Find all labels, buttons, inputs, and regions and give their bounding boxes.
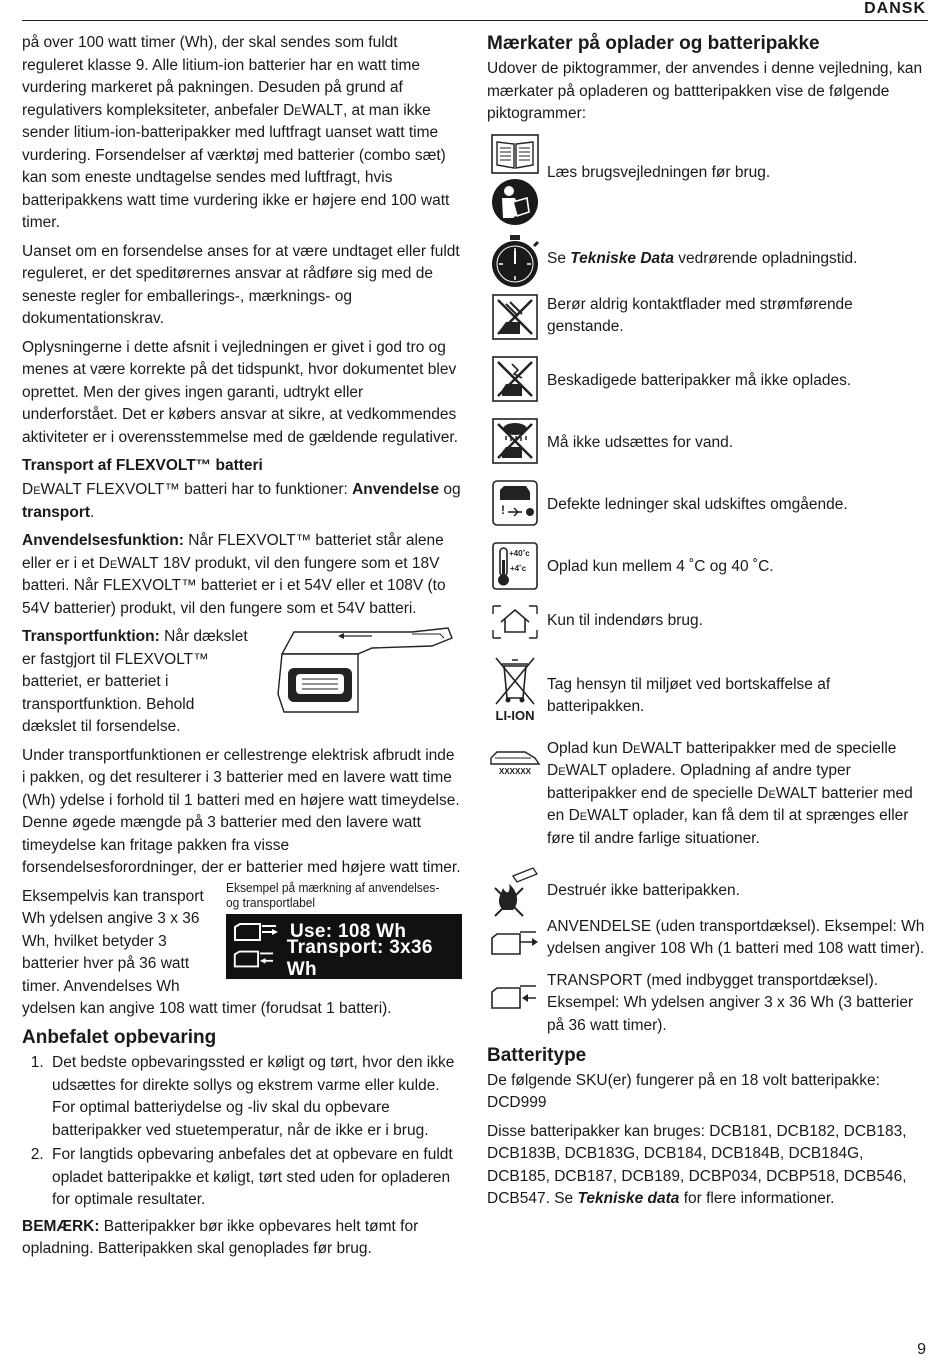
flexvolt-modes-paragraph: DeWALT FLEXVOLT™ batteri har to funktioner: Anvendelse og transport.: [22, 481, 461, 521]
picto-no-conductive: [487, 294, 927, 350]
battery-pack-icon: [489, 750, 541, 766]
no-water-icon: [492, 418, 538, 464]
picto-no-conductive-text: Berør aldrig kontaktflader med strømførende genstande.: [547, 295, 853, 335]
no-conductive-objects-icon: [492, 294, 538, 340]
storage-list: [22, 1052, 462, 1212]
picto-no-water-text: Må ikke udsættes for vand.: [547, 433, 734, 451]
example-paragraph: Eksempelvis kan transport Wh ydelsen angive 3 x 36 Wh, hvilket betyder 3 batterier hver på 36 watt timer. Anvendelses Wh: [22, 887, 204, 995]
use-mode-icon: [232, 921, 280, 943]
svg-text:+4˚c: +4˚c: [510, 563, 527, 573]
transport-mode-block: [22, 626, 462, 739]
picto-read-manual: [487, 134, 927, 226]
transport-mode-icon: [232, 948, 277, 970]
right-column: [487, 32, 927, 1217]
picto-no-burn-text: Destruér ikke batteripakken.: [547, 881, 740, 899]
battery-type-paragraph-1: De følgende SKU(er) fungerer på en 18 volt batteripakke: DCD999: [487, 1071, 880, 1111]
picto-no-burn: [487, 866, 927, 920]
no-fire-icon: [489, 866, 541, 918]
label-transport-row: Transport: 3x36 Wh: [232, 946, 456, 973]
picto-read-manual-text: Læs brugsvejledningen før brug.: [547, 163, 771, 181]
example-label: [226, 880, 462, 979]
picto-dispose: [487, 654, 927, 740]
no-damaged-battery-icon: [492, 356, 538, 402]
left-column: [22, 32, 462, 1267]
model-code-text: XXXXXX: [498, 766, 531, 776]
picto-dewalt-only: [487, 739, 927, 862]
page-number: 9: [917, 1341, 926, 1358]
use-mode-paragraph: Anvendelsesfunktion: Når FLEXVOLT™ batteriet står alene eller er i et DeWALT 18V produkt, vil den fungere som et 18V batteri. Når FLEXVOLT™ batteriet er i et 54V eller et 108V (to 54V batterier) produkt, vil den fungere som et 54V batteri.: [22, 532, 446, 617]
stopwatch-icon: [489, 234, 541, 288]
storage-item: 1. Det bedste opbevaringssted er køligt og tørt, hvor den ikke udsættes for direkte sollys og ekstrem varme eller kulde. For optimal batteriydelse og -liv skal du opbevare batteripakker ved stuetemperatur, når de ikke er i brug.: [48, 1052, 462, 1142]
responsibility-paragraph: Uanset om en forsendelse anses for at være undtaget eller fuldt reguleret, er det speditørernes ansvar at rådføre sig med de seneste regler for emballerings-, mærknings- og dokumentationskrav.: [22, 242, 460, 327]
svg-text:!: !: [501, 502, 505, 517]
use-mode-battery-icon: [490, 928, 540, 956]
example-block: [22, 879, 462, 998]
label-caption: Eksempel på mærkning af anvendelses- og transportlabel: [226, 879, 440, 910]
transport-mode-battery-icon: [490, 982, 540, 1010]
picto-temperature-text: Oplad kun mellem 4 ˚C og 40 ˚C.: [547, 557, 774, 575]
picto-timer: [487, 234, 927, 290]
header-rule: [22, 20, 928, 21]
li-ion-text: LI-ION: [495, 707, 535, 723]
storage-heading: Anbefalet opbevaring: [22, 1027, 217, 1048]
battery-type-heading: Batteritype: [487, 1044, 587, 1066]
label-use-row: Use: 108 Wh: [232, 919, 456, 946]
picto-timer-text: Se Tekniske Data vedrørende opladningstid.: [547, 249, 858, 267]
picto-dewalt-only-text: Oplad kun DeWALT batteripakker med de specielle DeWALT opladere. Opladning af andre typer batteripakker end de specielle DeWALT batterier med en DeWALT oplader, kan få dem til at sprænges eller føre til andre farlige situationer.: [547, 739, 913, 847]
picto-indoor: [487, 604, 927, 650]
thermometer-icon: [492, 542, 538, 590]
note-paragraph: BEMÆRK: Batteripakker bør ikke opbevares helt tømt for opladning. Batteripakken skal genoplades før brug.: [22, 1217, 419, 1257]
picto-cords: [487, 480, 927, 538]
battery-with-cover-illustration: [262, 624, 462, 714]
defective-cord-icon: [492, 480, 538, 526]
picto-dispose-text: Tag hensyn til miljøet ved bortskaffelse af batteripakken.: [547, 675, 831, 715]
language-label: DANSK: [864, 0, 926, 17]
flexvolt-heading: Transport af FLEXVOLT™ batteri: [22, 457, 263, 474]
read-manual-person-icon: [491, 178, 539, 226]
example-paragraph-end: ydelsen kan angive 108 watt timer (forudsat 1 batteri).: [22, 999, 392, 1017]
battery-type-paragraph-2: Disse batteripakker kan bruges: DCB181, DCB182, DCB183, DCB183B, DCB183G, DCB184, DCB184B, DCB184G, DCB185, DCB187, DCB189, DCBP034, DCBP518, DCB546, DCB547. Se Tekniske data for flere informationer.: [487, 1122, 907, 1207]
open-book-icon: [491, 134, 539, 174]
picto-no-damaged-text: Beskadigede batteripakker må ikke oplades.: [547, 371, 852, 389]
indoor-house-icon: [491, 604, 539, 640]
storage-item: 2. For langtids opbevaring anbefales det at opbevare en fuldt opladet batteripakke et køligt, tørt sted uden for opladeren for optimale resultater.: [48, 1144, 462, 1212]
picto-indoor-text: Kun til indendørs brug.: [547, 611, 703, 629]
crossed-bin-icon: [492, 654, 538, 706]
picto-no-damaged: [487, 356, 927, 414]
transport-explanation-paragraph: Under transportfunktionen er cellestrenge elektrisk afbrudt inde i pakken, og det resulterer i 3 batterier med en lavere watt time (Wh) ydelse i forhold til 1 batteri med en højere watt timeydelse. Denne øgede mængde på 3 batterier med den lavere watt timeydelse kan fritage pakken fra visse forsendelsesforordninger, der er batterier med højere watt timer.: [22, 746, 461, 876]
shipping-paragraph: på over 100 watt timer (Wh), der skal sendes som fuldt reguleret klasse 9. Alle litium-ion batterier har en watt time vurdering markeret på pakningen. Desuden på grund af regulativers kompleksiteter, anbefaler DeWALT, at man ikke sender litium-ion-batteripakker med luftfragt uanset watt time vurdering. Forsendelser af værktøj med batterier (combo sæt) kan som eneste undtagelse sendes med luftfragt, hvis batteripakkens watt time vurdering ikke er højere end 100 watt timer.: [22, 34, 450, 231]
transport-mode-paragraph: Transportfunktion: Når dækslet er fastgjort til FLEXVOLT™ batteriet, er batteriet i transportfunktion. Behold dækslet til forsendelse.: [22, 628, 248, 735]
svg-text:+40˚c: +40˚c: [509, 548, 530, 558]
labels-heading: Mærkater på oplader og batteripakke: [487, 33, 820, 54]
picto-cords-text: Defekte ledninger skal udskiftes omgående.: [547, 495, 848, 513]
labels-intro: Udover de piktogrammer, der anvendes i denne vejledning, kan mærkater på opladeren og battteripakken vise de følgende piktogrammer:: [487, 60, 923, 122]
label-black-box: [226, 914, 462, 979]
picto-no-water: [487, 418, 927, 476]
picto-transport-mode-text: TRANSPORT (med indbygget transportdæksel). Eksempel: Wh ydelsen angiver 3 x 36 Wh (3 batterier på 36 watt timer).: [547, 971, 914, 1034]
picto-temperature: [487, 542, 927, 604]
picto-use-mode-text: ANVENDELSE (uden transportdæksel). Eksempel: Wh ydelsen angiver 108 Wh (1 batteri med 108 watt timer).: [547, 917, 925, 957]
disclaimer-paragraph: Oplysningerne i dette afsnit i vejledningen er givet i god tro og menes at være korrekte på det tidspunkt, hvor dokumentet blev oprettet. Men der gives ingen garanti, udtrykt eller underforstået. Det er købers ansvar at sikre, at vedkommendes aktiviteter er i overensstemmelse med de gældende regulativer.: [22, 338, 458, 446]
picto-use-mode: [487, 917, 927, 974]
picto-transport-mode: [487, 971, 927, 1046]
